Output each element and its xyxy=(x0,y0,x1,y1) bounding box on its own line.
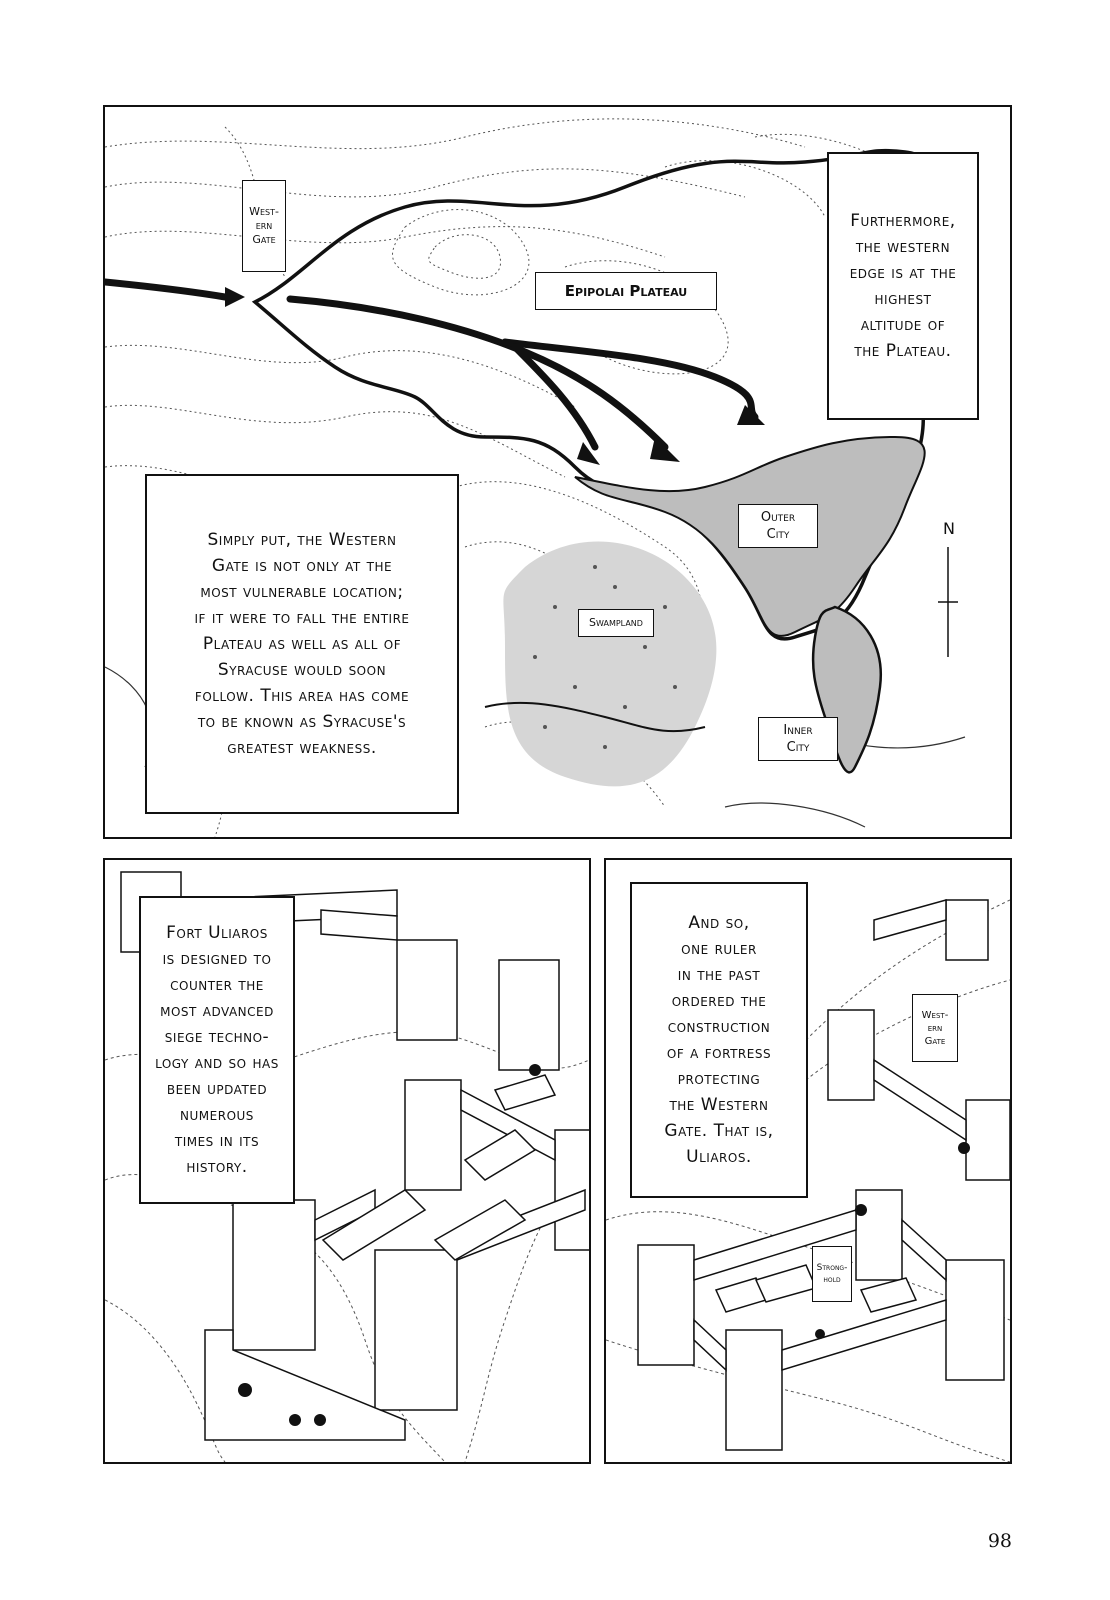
caption-fort-uliaros-text: Fort Uliaros is designed to counter the most advanced siege techno- logy and so has been updated numerous times in its history. xyxy=(155,923,279,1177)
north-label: N xyxy=(943,519,955,538)
caption-western-edge-text: Furthermore, the western edge is at the highest altitude of the Plateau. xyxy=(849,211,957,361)
stronghold-label: Strong- hold xyxy=(812,1246,852,1302)
right-western-gate-label: West- ern Gate xyxy=(912,994,958,1062)
caption-and-so-text: And so, one ruler in the past ordered the construction of a fortress protecting the Western Gate. That is, Uliaros. xyxy=(664,913,774,1167)
outer-city-label: Outer City xyxy=(738,504,818,548)
map-panel xyxy=(103,105,1012,839)
caption-western-edge xyxy=(827,152,979,420)
fort-panel-left xyxy=(103,858,591,1464)
fort-panel-right xyxy=(604,858,1012,1464)
caption-greatest-weakness xyxy=(145,474,459,814)
caption-greatest-weakness-text: Simply put, the Western Gate is not only at the most vulnerable location; if it were to fall the entire Plateau as well as all of Syracuse would soon follow. This area has come to be known as Syracuse's greatest weakness. xyxy=(194,530,410,758)
caption-fort-uliaros xyxy=(139,896,295,1204)
inner-city-label: Inner City xyxy=(758,717,838,761)
page-number: 98 xyxy=(987,1530,1012,1552)
caption-and-so xyxy=(630,882,808,1198)
western-gate-label: West- ern Gate xyxy=(242,180,286,272)
epipolai-plateau-label: Epipolai Plateau xyxy=(535,272,717,310)
swampland-label: Swampland xyxy=(578,609,654,637)
